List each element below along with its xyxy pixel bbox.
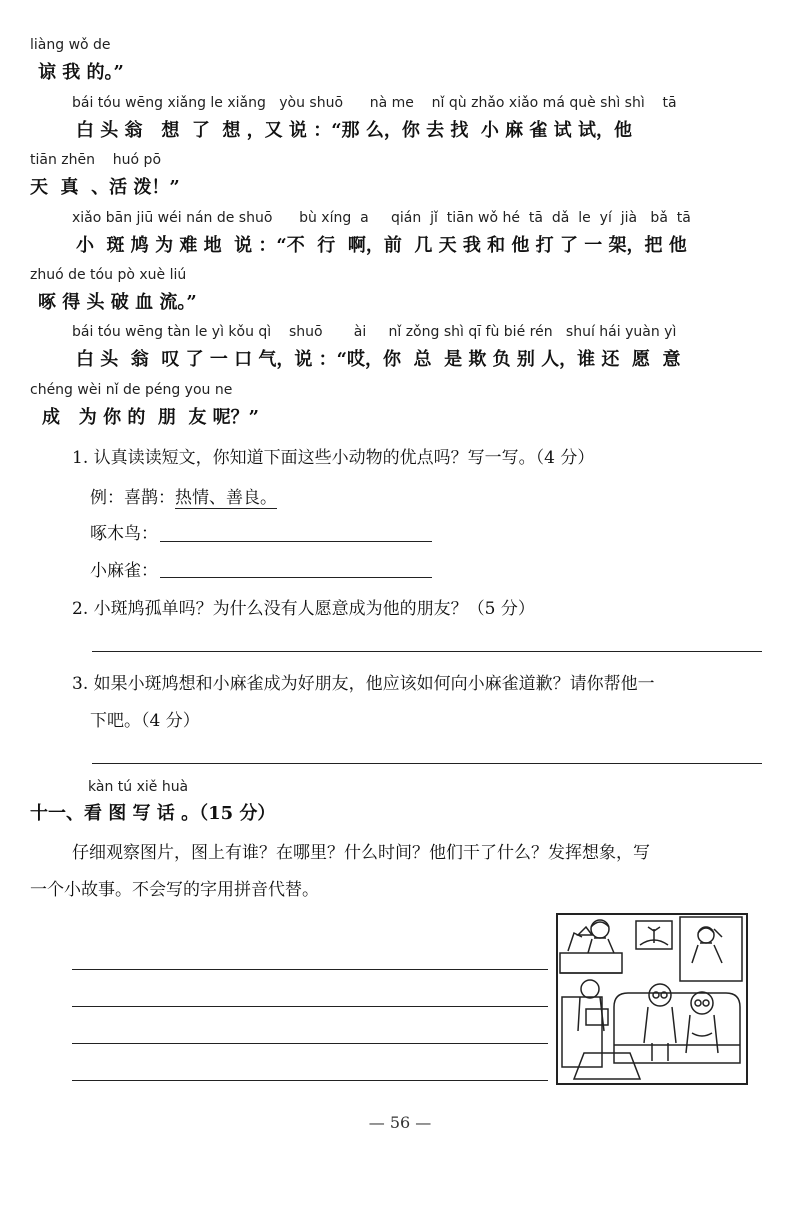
page-number: — 56 —	[368, 1113, 432, 1132]
question-3-answer-line[interactable]	[92, 763, 762, 764]
story-text-2: 白 头 翁 想 了 想 ，又 说 ：“那 么，你 去 找 小 麻 雀 试 试，他	[76, 120, 632, 141]
question-2-answer-line[interactable]	[92, 651, 762, 652]
story-pinyin-2: bái tóu wēng xiǎng le xiǎng yòu shuō nà me nǐ qù zhǎo xiǎo má què shì shì tā	[72, 95, 677, 111]
woodpecker-label: 啄木鸟：	[90, 524, 158, 544]
question-1-example	[90, 483, 277, 508]
writing-line-4[interactable]	[72, 1080, 548, 1081]
story-text-4: 小 斑 鸠 为 难 地 说 ：“不 行 啊，前 几 天 我 和 他 打 了 一 架，把 他	[76, 235, 687, 256]
writing-line-1[interactable]	[72, 969, 548, 970]
question-3-line2: 下吧。（4 分）	[90, 711, 200, 731]
question-1-text: 1. 认真读读短文，你知道下面这些小动物的优点吗？写一写。（4 分）	[72, 448, 595, 468]
question-3-line1: 3. 如果小斑鸠想和小麻雀成为好朋友，他应该如何向小麻雀道歉？请你帮他一	[72, 674, 655, 694]
example-answer: 热情、善良。	[175, 488, 277, 508]
story-pinyin-1: liàng wǒ de	[30, 37, 111, 53]
story-pinyin-5: zhuó de tóu pò xuè liú	[30, 267, 187, 283]
sparrow-label: 小麻雀：	[90, 561, 158, 581]
story-pinyin-4: xiǎo bān jiū wéi nán de shuō bù xíng a qián jǐ tiān wǒ hé tā dǎ le yí jià bǎ tā	[72, 210, 691, 226]
example-prefix: 例：喜鹊：	[90, 488, 175, 508]
story-text-1: 谅 我 的。”	[38, 62, 124, 83]
section-11-pinyin: kàn tú xiě huà	[88, 779, 189, 795]
story-pinyin-7: chéng wèi nǐ de péng you ne	[30, 382, 233, 398]
writing-line-3[interactable]	[72, 1043, 548, 1044]
writing-line-2[interactable]	[72, 1006, 548, 1007]
section-11-instruction-2: 一个小故事。不会写的字用拼音代替。	[30, 880, 319, 900]
story-pinyin-6: bái tóu wēng tàn le yì kǒu qì shuō ài nǐ zǒng shì qī fù bié rén shuí hái yuàn yì	[72, 324, 677, 340]
story-text-3: 天 真 、活 泼！”	[30, 177, 180, 198]
sparrow-answer-line[interactable]	[160, 577, 432, 578]
section-11-title: 十一、看 图 写 话 。（15 分）	[30, 803, 276, 824]
family-illustration	[556, 913, 748, 1085]
story-pinyin-3: tiān zhēn huó pō	[30, 152, 162, 168]
story-text-6: 白 头 翁 叹 了 一 口 气，说 ：“哎，你 总 是 欺 负 别 人，谁 还 愿 意	[76, 349, 681, 370]
story-text-7: 成 为 你 的 朋 友 呢？”	[42, 407, 260, 428]
woodpecker-answer-line[interactable]	[160, 541, 432, 542]
section-11-instruction-1: 仔细观察图片，图上有谁？在哪里？什么时间？他们干了什么？发挥想象，写	[72, 843, 650, 863]
question-2-text: 2. 小斑鸠孤单吗？为什么没有人愿意成为他的朋友？（5 分）	[72, 599, 535, 619]
story-text-5: 啄 得 头 破 血 流。”	[38, 292, 197, 313]
